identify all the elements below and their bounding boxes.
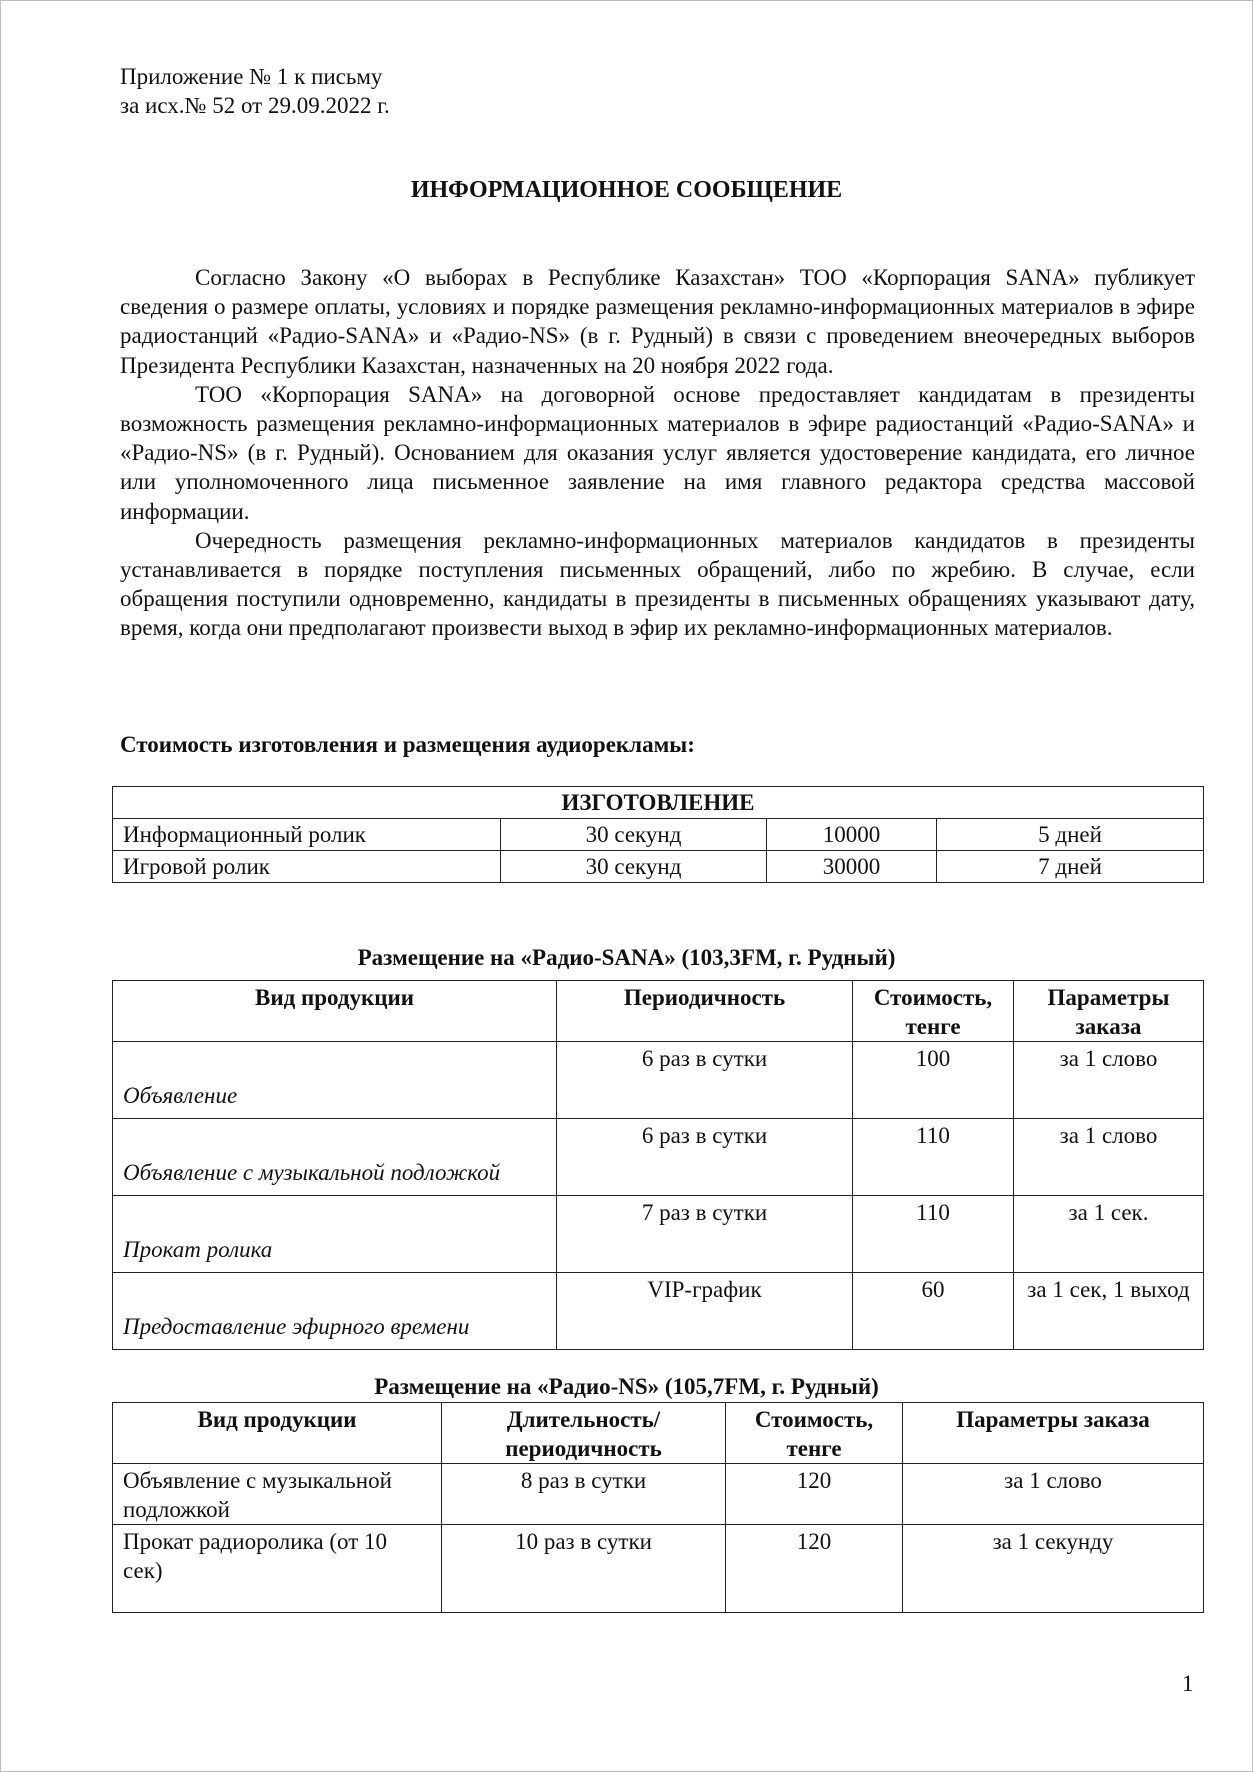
ns-table-caption: Размещение на «Радио-NS» (105,7FM, г. Рудный): [374, 1374, 879, 1399]
table-cell: Объявление: [113, 1042, 557, 1119]
table-cell: 5 дней: [937, 819, 1204, 851]
column-header: Вид продукции: [113, 981, 557, 1042]
table-cell: 6 раз в сутки: [557, 1042, 853, 1119]
table-cell: 6 раз в сутки: [557, 1119, 853, 1196]
table-row: [113, 1042, 1204, 1119]
column-header: Параметры заказа: [1014, 981, 1204, 1042]
table-row: [113, 851, 1204, 883]
production-table: [112, 786, 1204, 883]
table-cell: VIP-график: [557, 1273, 853, 1350]
column-header: Стоимость, тенге: [726, 1403, 903, 1464]
table-row: [113, 1119, 1204, 1196]
table-cell: 7 раз в сутки: [557, 1196, 853, 1273]
table-cell: 110: [853, 1119, 1014, 1196]
attachment-note-line-1: Приложение № 1 к письму: [120, 64, 383, 89]
production-table-header: ИЗГОТОВЛЕНИЕ: [113, 787, 1204, 819]
attachment-note: [120, 62, 390, 120]
table-cell: 8 раз в сутки: [442, 1464, 726, 1525]
column-header: Вид продукции: [113, 1403, 442, 1464]
table-cell: за 1 сек, 1 выход: [1014, 1273, 1204, 1350]
table-row: [113, 819, 1204, 851]
attachment-note-line-2: за исх.№ 52 от 29.09.2022 г.: [120, 93, 390, 118]
table-cell: 30 секунд: [501, 851, 767, 883]
table-cell: 30 секунд: [501, 819, 767, 851]
table-cell: 7 дней: [937, 851, 1204, 883]
table-cell: Предоставление эфирного времени: [113, 1273, 557, 1350]
paragraph-2: ТОО «Корпорация SANA» на договорной основе предоставляет кандидатам в президенты возможность размещения рекламно-информационных материалов в эфире радиостанций «Радио-SANA» и «Радио-NS» (в г. Рудный). Основанием для оказания услуг является удостоверение кандидата, его личное или уполномоченного лица письменное заявление на имя главного редактора средства массовой информации.: [120, 381, 1195, 524]
table-cell: Прокат радиоролика (от 10 сек): [113, 1525, 442, 1613]
table-cell: за 1 слово: [1014, 1119, 1204, 1196]
table-row: [113, 1464, 1204, 1525]
body-text: [120, 263, 1195, 643]
table-row: [113, 1273, 1204, 1350]
table-cell: за 1 слово: [903, 1464, 1204, 1525]
column-header: Длительность/ периодичность: [442, 1403, 726, 1464]
table-cell: за 1 слово: [1014, 1042, 1204, 1119]
table-cell: 60: [853, 1273, 1014, 1350]
table-cell: 120: [726, 1464, 903, 1525]
table-cell: за 1 сек.: [1014, 1196, 1204, 1273]
table-cell: Прокат ролика: [113, 1196, 557, 1273]
table-cell: Объявление с музыкальной подложкой: [113, 1464, 442, 1525]
table-cell: Информационный ролик: [113, 819, 501, 851]
ns-table: [112, 1402, 1204, 1613]
sana-table: [112, 980, 1204, 1350]
table-cell: Игровой ролик: [113, 851, 501, 883]
table-row: [113, 1196, 1204, 1273]
document-title: ИНФОРМАЦИОННОЕ СООБЩЕНИЕ: [410, 177, 843, 203]
table-cell: 100: [853, 1042, 1014, 1119]
column-header: Периодичность: [557, 981, 853, 1042]
table-cell: 10 раз в сутки: [442, 1525, 726, 1613]
paragraph-1: Согласно Закону «О выборах в Республике Казахстан» ТОО «Корпорация SANA» публикует сведения о размере оплаты, условиях и порядке размещения рекламно-информационных материалов в эфире радиостанций «Радио-SANA» и «Радио-NS» (в г. Рудный) в связи с проведением внеочередных выборов Президента Республики Казахстан, назначенных на 20 ноября 2022 года.: [120, 265, 1195, 378]
page-number: 1: [1182, 1671, 1194, 1696]
sana-table-caption: Размещение на «Радио-SANA» (103,3FM, г. Рудный): [357, 945, 896, 970]
table-cell: 30000: [767, 851, 937, 883]
section-heading: Стоимость изготовления и размещения аудиорекламы:: [120, 732, 695, 757]
table-cell: 120: [726, 1525, 903, 1613]
column-header: Параметры заказа: [903, 1403, 1204, 1464]
table-cell: 10000: [767, 819, 937, 851]
column-header: Стоимость, тенге: [853, 981, 1014, 1042]
table-cell: Объявление с музыкальной подложкой: [113, 1119, 557, 1196]
table-row: [113, 1525, 1204, 1613]
table-cell: 110: [853, 1196, 1014, 1273]
table-cell: за 1 секунду: [903, 1525, 1204, 1613]
paragraph-3: Очередность размещения рекламно-информационных материалов кандидатов в президенты устанавливается в порядке поступления письменных обращений, либо по жребию. В случае, если обращения поступили одновременно, кандидаты в президенты в письменных обращениях указывают дату, время, когда они предполагают произвести выход в эфир их рекламно-информационных материалов.: [120, 527, 1195, 641]
